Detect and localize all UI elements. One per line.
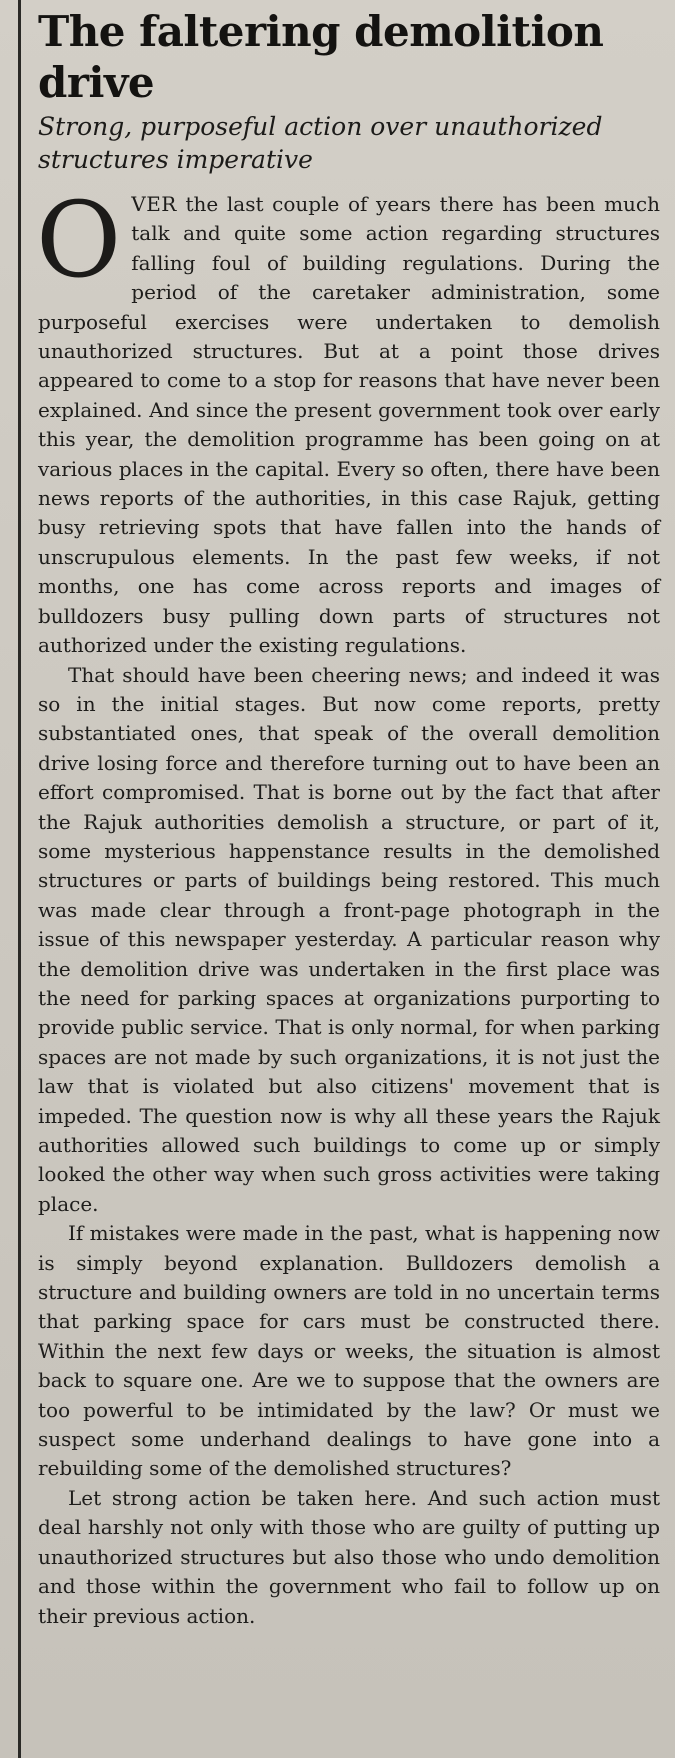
drop-cap: O <box>36 179 122 301</box>
paragraph-2: That should have been cheering news; and indeed it was so in the initial stages. But now come reports, pretty substantiated ones, that speak of the overall demolition drive losing force and therefore turning out to have been an effort compromised. That is borne out by the fact that after the Rajuk authorities demolish a structure, or part of it, some mysterious happenstance results in the demolished structures or parts of buildings being restored. This much was made clear through a front-page photograph in the issue of this newspaper yesterday. A particular reason why the demolition drive was undertaken in the first place was the need for parking spaces at organizations purporting to provide public service. That is only normal, for when parking spaces are not made by such organizations, it is not just the law that is violated but also citizens' movement that is impeded. The question now is why all these years the Rajuk authorities allowed such buildings to come up or simply looked the other way when such gross activities were taking place. <box>38 662 660 1216</box>
column-rule <box>18 0 21 1758</box>
lead-in-caps: VER <box>131 192 177 216</box>
headline: The faltering demolition drive <box>38 7 604 107</box>
paragraph-1-text: the last couple of years there has been much talk and quite some action regarding structures falling foul of building regulations. During the period of the caretaker administration, some purposeful exercises were undertaken to demolish unauthorized structures. But at a point those drives appeared to come to a stop for reasons that have never been explained. And since the present government took over early this year, the demolition programme has been going on at various places in the capital. Every so often, there have been news reports of the authorities, in this case Rajuk, getting busy retrieving spots that have fallen into the hands of unscrupulous elements. In the past few weeks, if not months, one has come across reports and images of bulldozers busy pulling down parts of structures not authorized under the existing regulations. <box>38 192 660 658</box>
article-body <box>36 179 660 1631</box>
paragraph-3: If mistakes were made in the past, what is happening now is simply beyond explanation. Bulldozers demolish a structure and building owners are told in no uncertain terms that parking space for cars must be constructed there. Within the next few days or weeks, the situation is almost back to square one. Are we to suppose that the owners are too powerful to be intimidated by the law? Or must we suspect some underhand dealings to have gone into a rebuilding some of the demolished structures? <box>38 1221 660 1481</box>
paragraph-1 <box>36 179 660 661</box>
editorial-article <box>38 6 660 1631</box>
subheadline: Strong, purposeful action over unauthorized structures imperative <box>38 112 603 174</box>
paragraph-4: Let strong action be taken here. And such action must deal harshly not only with those who are guilty of putting up unauthorized structures but also those who undo demolition and those within the government who fail to follow up on their previous action. <box>38 1485 660 1628</box>
